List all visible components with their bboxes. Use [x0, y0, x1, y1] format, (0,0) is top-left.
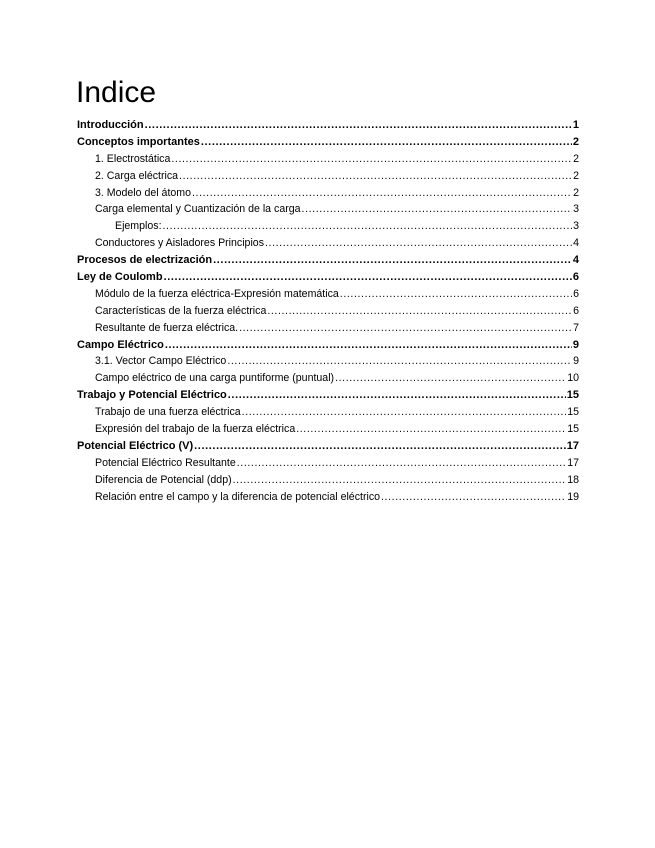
toc-dot-leader	[145, 117, 572, 134]
toc-page-number: 1	[572, 119, 579, 131]
toc-entry-text: Procesos de electrización	[77, 254, 213, 267]
toc-dot-leader	[335, 370, 566, 387]
toc-page-number: 17	[566, 439, 579, 452]
toc-entry[interactable]	[77, 370, 579, 387]
toc-page-number: 4	[572, 254, 579, 267]
toc-entry-text: Trabajo y Potencial Eléctrico	[77, 389, 227, 402]
toc-entry[interactable]	[77, 489, 579, 506]
toc-entry-text: Campo eléctrico de una carga puntiforme (puntual)	[95, 372, 335, 385]
toc-entry-text: Diferencia de Potencial (ddp)	[95, 473, 232, 486]
toc-dot-leader	[192, 185, 572, 202]
toc-entry-text: Conceptos importantes	[77, 135, 200, 148]
toc-dot-leader	[227, 353, 572, 370]
toc-entry[interactable]	[77, 269, 579, 286]
toc-page-number: 15	[567, 406, 579, 419]
toc-page-number: 2	[572, 135, 579, 148]
toc-entry[interactable]	[77, 235, 579, 252]
page-title: Indice	[76, 76, 157, 109]
toc-entry-text: Potencial Eléctrico (V)	[77, 439, 194, 452]
toc-entry-text: Módulo de la fuerza eléctrica-Expresión matemática	[95, 287, 339, 300]
toc-entry[interactable]	[77, 455, 579, 472]
toc-entry[interactable]	[77, 337, 579, 354]
toc-entry[interactable]	[77, 303, 579, 320]
toc-entry-text: 2. Carga eléctrica	[95, 169, 179, 182]
toc-dot-leader	[265, 235, 572, 252]
toc-entry-text: Conductores y Aisladores Principios	[95, 237, 264, 250]
toc-page-number: 19	[567, 490, 579, 503]
toc-dot-leader	[165, 337, 572, 354]
toc-dot-leader	[171, 151, 572, 168]
toc-entry-text: 3.1. Vector Campo Eléctrico	[95, 355, 227, 368]
toc-entry-text: Potencial Eléctrico Resultante	[95, 456, 236, 469]
toc-dot-leader	[340, 286, 572, 303]
toc-entry-text: Relación entre el campo y la diferencia de potencial eléctrico	[95, 490, 381, 503]
toc-page-number: 15	[566, 389, 579, 402]
toc-entry-text: Ejemplos:	[115, 220, 162, 233]
toc-page-number: 10	[567, 372, 579, 385]
toc-dot-leader	[237, 455, 566, 472]
toc-entry[interactable]	[77, 387, 579, 404]
toc-dot-leader	[164, 269, 572, 286]
toc-entry[interactable]	[77, 252, 579, 269]
toc-entry-text: Características de la fuerza eléctrica	[95, 304, 267, 317]
toc-page-number: 18	[567, 473, 579, 486]
toc-page-number: 9	[573, 355, 579, 368]
toc-dot-leader	[296, 421, 566, 438]
toc-entry-text: 1. Electrostática	[95, 152, 171, 165]
toc-entry-text: 3. Modelo del átomo	[95, 186, 191, 199]
toc-entry[interactable]	[77, 404, 579, 421]
toc-dot-leader	[302, 201, 573, 218]
toc-entry[interactable]	[77, 218, 579, 235]
toc-dot-leader	[179, 168, 572, 185]
toc-entry[interactable]	[77, 286, 579, 303]
toc-entry[interactable]	[77, 320, 579, 337]
toc-page-number: 2	[573, 152, 579, 165]
toc-dot-leader	[242, 404, 567, 421]
toc-entry-text: Carga elemental y Cuantización de la carga	[95, 203, 301, 216]
toc-entry[interactable]	[77, 185, 579, 202]
toc-entry[interactable]	[77, 134, 579, 151]
toc-entry[interactable]	[77, 151, 579, 168]
toc-dot-leader	[228, 387, 566, 404]
toc-page-number: 6	[573, 304, 579, 317]
toc-page-number: 6	[572, 271, 579, 284]
toc-entry[interactable]	[77, 472, 579, 489]
toc-entry[interactable]	[77, 421, 579, 438]
toc-dot-leader	[194, 438, 566, 455]
toc-page-number: 6	[573, 287, 579, 300]
toc-page-number: 7	[573, 321, 579, 334]
toc-page-number: 15	[567, 423, 579, 436]
toc-dot-leader	[239, 320, 572, 337]
toc-dot-leader	[201, 134, 572, 151]
toc-page-number: 17	[567, 456, 579, 469]
toc-entry[interactable]	[77, 201, 579, 218]
toc-entry[interactable]	[77, 438, 579, 455]
toc-entry[interactable]	[77, 168, 579, 185]
toc-page-number: 2	[573, 186, 579, 199]
toc-entry-text: Campo Eléctrico	[77, 338, 164, 351]
toc-dot-leader	[213, 252, 572, 269]
table-of-contents	[77, 117, 579, 505]
toc-page-number: 2	[573, 169, 579, 182]
toc-page-number: 4	[573, 237, 579, 250]
toc-page-number: 9	[572, 338, 579, 351]
toc-page-number: 3	[573, 203, 579, 216]
toc-dot-leader	[233, 472, 567, 489]
toc-entry[interactable]	[77, 117, 579, 134]
toc-entry-text: Introducción	[77, 119, 144, 131]
toc-entry-text: Trabajo de una fuerza eléctrica	[95, 406, 241, 419]
toc-entry-text: Ley de Coulomb	[77, 271, 163, 284]
toc-entry[interactable]	[77, 353, 579, 370]
toc-entry-text: Expresión del trabajo de la fuerza eléctrica	[95, 423, 296, 436]
toc-dot-leader	[267, 303, 572, 320]
toc-page-number: 3	[573, 220, 579, 233]
toc-dot-leader	[381, 489, 566, 506]
toc-entry-text: Resultante de fuerza eléctrica.	[95, 321, 239, 334]
toc-dot-leader	[163, 218, 573, 235]
